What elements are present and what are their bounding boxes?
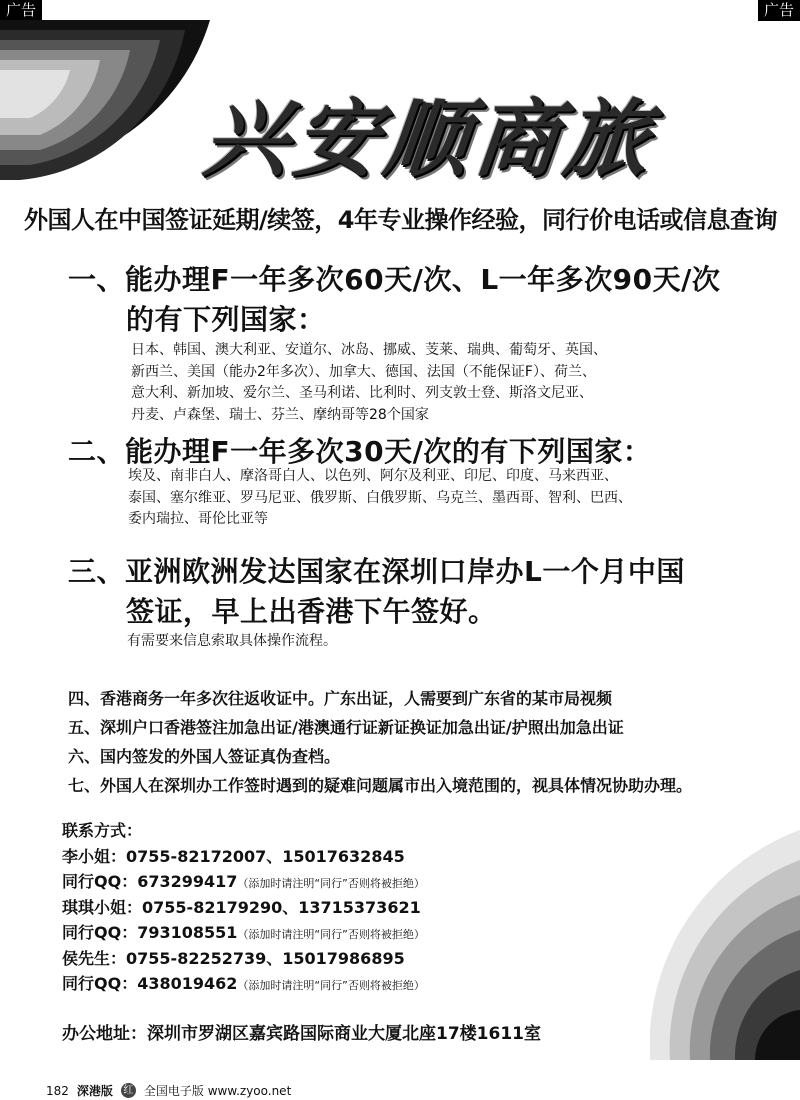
contact-phone: 0755-82252739、15017986895 (126, 948, 405, 968)
contact-label: 侯先生： (62, 948, 127, 968)
service-items-list (68, 684, 692, 800)
page-footer (46, 1082, 291, 1099)
section1-line: 日本、韩国、澳大利亚、安道尔、冰岛、挪威、芰莱、瑞典、葡萄牙、英国、 (131, 342, 607, 358)
contact-row (62, 869, 425, 895)
section2-country-list (128, 466, 632, 531)
contact-note: （添加时请注明“同行”否则将被拒绝） (237, 877, 425, 890)
subheading: 外国人在中国签证延期/续签，4年专业操作经验，同行价电话或信息查询 (24, 206, 777, 234)
service-item: 六、国内签发的外国人签证真伪查档。 (68, 747, 341, 766)
ad-tag-left: 广告 (0, 0, 42, 21)
footer-tagline: 全国电子版 www.zyoo.net (143, 1084, 292, 1098)
page-number: 182 (46, 1083, 69, 1098)
contact-row (62, 946, 425, 972)
contact-note: （添加时请注明“同行”否则将被拒绝） (237, 928, 425, 941)
edition-label: 深港版 (76, 1084, 113, 1098)
section3-note: 有需要来信息索取具体操作流程。 (127, 633, 337, 649)
contact-label: 同行QQ： (62, 923, 138, 942)
section2-title: 二、能办理F一年多次30天/次的有下列国家： (68, 435, 652, 468)
section1-line: 新西兰、美国（能办2年多次）、加拿大、德国、法国（不能保证F）、荷兰、 (131, 363, 596, 380)
contact-phone: 0755-82172007、15017632845 (126, 846, 405, 866)
service-item: 四、香港商务一年多次往返收证中。广东出证，人需要到广东省的某市局视频 (68, 689, 613, 708)
contact-note: （添加时请注明“同行”否则将被拒绝） (237, 979, 425, 992)
section1-country-list (131, 340, 607, 426)
contact-label: 李小姐： (62, 846, 127, 866)
service-item: 五、深圳户口香港签注加急出证/港澳通行证新证换证加急出证/护照出加急出证 (68, 718, 624, 737)
contact-row (62, 920, 425, 946)
contact-row (62, 895, 425, 921)
section1-title-line2: 的有下列国家： (126, 303, 326, 336)
contact-heading: 联系方式： (62, 821, 143, 840)
section3-title-line1: 三、亚洲欧洲发达国家在深圳口岸办L一个月中国 (68, 555, 685, 588)
service-item: 七、外国人在深圳办工作签时遇到的疑难问题属市出入境范围的，视具体情况协助办理。 (68, 776, 693, 795)
brand-title: 兴安顺商旅 (199, 90, 660, 188)
ad-tag-right: 广告 (758, 0, 800, 21)
section1-line: 意大利、新加坡、爱尔兰、圣马利诺、比利时、列支敦士登、斯洛文尼亚、 (131, 385, 593, 401)
section1-title-line1: 一、能办理F一年多次60天/次、L一年多次90天/次 (68, 263, 721, 296)
contact-label: 同行QQ： (62, 872, 138, 891)
section1-line: 丹麦、卢森堡、瑞士、芬兰、摩纳哥等28个国家 (131, 406, 429, 423)
contact-qq: 438019462 (137, 974, 238, 993)
contact-row (62, 971, 425, 997)
office-address: 办公地址：深圳市罗湖区嘉宾路国际商业大厦北座17楼1611室 (62, 1024, 541, 1044)
contact-qq: 673299417 (137, 872, 238, 891)
section3-title-line2: 签证，早上出香港下午签好。 (126, 595, 497, 628)
section2-line: 埃及、南非白人、摩洛哥白人、以色列、阿尔及利亚、印尼、印度、马来西亚、 (128, 468, 618, 484)
section2-line: 泰国、塞尔维亚、罗马尼亚、俄罗斯、白俄罗斯、乌克兰、墨西哥、智利、巴西、 (128, 489, 632, 506)
section2-line: 委内瑞拉、哥伦比亚等 (128, 511, 268, 527)
contact-row (62, 844, 425, 870)
contact-label: 琪琪小姐： (62, 897, 143, 917)
contact-phone: 0755-82179290、13715373621 (142, 897, 421, 917)
decorative-arcs-bottom-right (650, 830, 800, 1060)
contact-block (62, 818, 425, 997)
contact-label: 同行QQ： (62, 974, 138, 993)
red-badge-icon: 红 (121, 1083, 136, 1098)
contact-qq: 793108551 (137, 923, 238, 942)
